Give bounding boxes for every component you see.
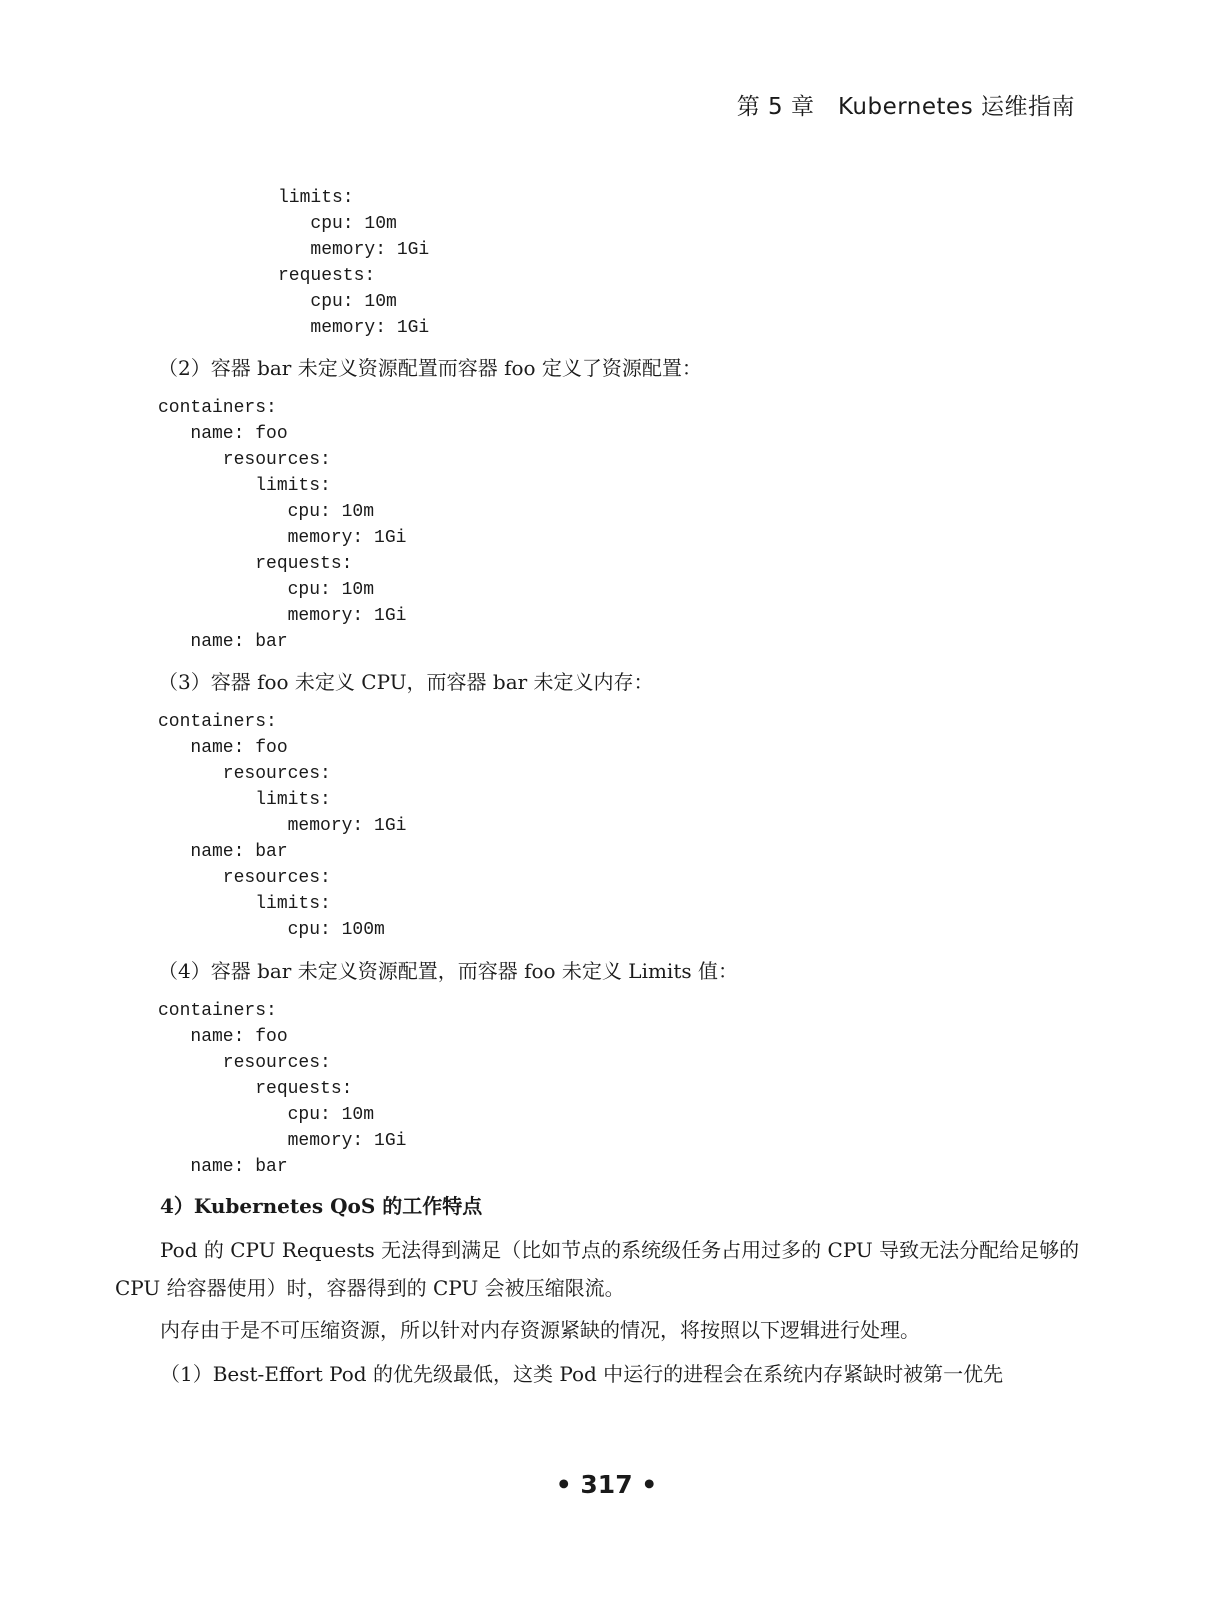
paragraph-best-effort: （1）Best-Effort Pod 的优先级最低，这类 Pod 中运行的进程会在系统内存紧缺时被第一优先 — [160, 1362, 1004, 1386]
code-block-containers-2: containers: name: foo resources: limits: cpu: 10m memory: 1Gi requests: cpu: 10m memory: 1Gi name: bar — [158, 398, 407, 652]
list-item-4: （4）容器 bar 未定义资源配置，而容器 foo 未定义 Limits 值： — [158, 959, 738, 983]
list-item-2: （2）容器 bar 未定义资源配置而容器 foo 定义了资源配置： — [158, 356, 702, 380]
section-heading: 4）Kubernetes QoS 的工作特点 — [160, 1194, 483, 1218]
paragraph-memory: 内存由于是不可压缩资源，所以针对内存资源紧缺的情况，将按照以下逻辑进行处理。 — [160, 1318, 920, 1342]
running-header: 第 5 章 Kubernetes 运维指南 — [736, 94, 1075, 120]
list-item-3: （3）容器 foo 未定义 CPU，而容器 bar 未定义内存： — [158, 670, 654, 694]
code-block-containers-3: containers: name: foo resources: limits: memory: 1Gi name: bar resources: limits: cpu: 100m — [158, 712, 407, 940]
paragraph-cpu: Pod 的 CPU Requests 无法得到满足（比如节点的系统级任务占用过多的 CPU 导致无法分配给足够的 CPU 给容器使用）时，容器得到的 CPU 会被压缩限流。 — [115, 1238, 1080, 1300]
code-block-containers-4: containers: name: foo resources: requests: cpu: 10m memory: 1Gi name: bar — [158, 1001, 407, 1177]
code-block-limits-requests: limits: cpu: 10m memory: 1Gi requests: cpu: 10m memory: 1Gi — [278, 188, 430, 338]
page-number: • 317 • — [555, 1470, 658, 1499]
